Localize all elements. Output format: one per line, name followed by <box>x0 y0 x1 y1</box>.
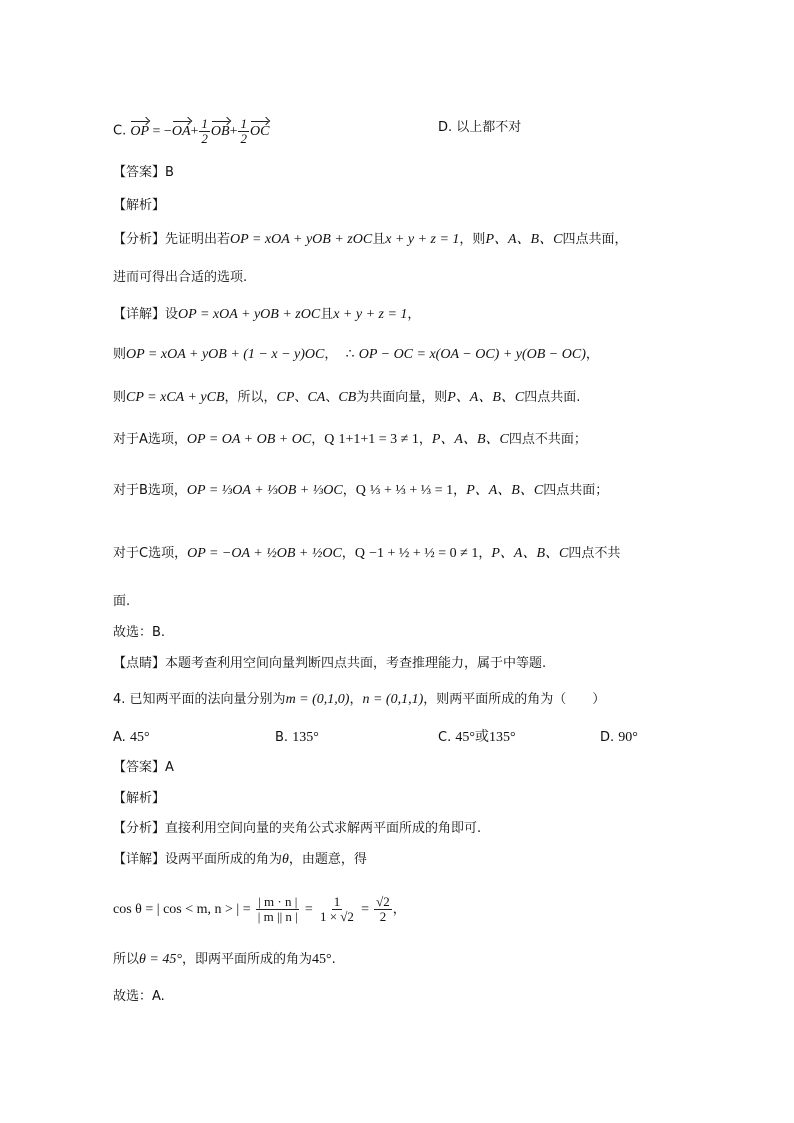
text: ， <box>392 902 406 917</box>
q4-jiexi <box>113 789 165 809</box>
q4-fenxi <box>113 819 481 839</box>
text: 为共面向量，则 <box>356 390 448 405</box>
therefore: ∴ <box>345 347 355 362</box>
text: 故选：A. <box>113 989 165 1004</box>
formula: OP = −OA + ½OB + ½OC <box>187 546 342 561</box>
points: P、A、B、C <box>491 546 569 561</box>
text: 四点共面， <box>562 232 628 247</box>
section-tag: 【分析】 <box>113 821 166 836</box>
fraction <box>256 895 300 924</box>
q4-option-b <box>275 728 319 748</box>
numerator: 1 <box>240 116 247 131</box>
text: ，则两平面所成的角为（ ） <box>423 692 606 707</box>
text: 且 <box>372 232 386 247</box>
points: P、A、B、C <box>485 232 563 247</box>
denominator: 2 <box>240 131 247 146</box>
q3-xiangjie <box>113 305 420 325</box>
vector: CB <box>338 390 357 405</box>
q4-option-c <box>438 728 516 748</box>
separator: 、 <box>294 390 308 405</box>
formula: OP = xOA + yOB + (1 − x − y)OC <box>126 347 325 362</box>
text: . <box>331 952 336 967</box>
text: 对于A选项， <box>113 432 187 447</box>
text: 则 <box>113 390 127 405</box>
points: P、A、B、C <box>447 390 525 405</box>
fraction <box>374 895 392 924</box>
text: 所以 <box>113 952 140 967</box>
q3-select <box>113 623 165 643</box>
denominator: 2 <box>379 909 387 924</box>
answer-value: A <box>165 760 174 775</box>
eq: = <box>361 902 369 917</box>
q4-answer <box>113 758 174 778</box>
formula: CP = xCA + yCB <box>126 390 225 405</box>
points: P、A、B、C <box>431 432 509 447</box>
text: ，所以， <box>224 390 277 405</box>
formula-lhs: cos θ = | cos < m, n > | = <box>113 902 251 917</box>
formula: OP = ⅓OA + ⅓OB + ⅓OC <box>186 483 343 498</box>
q4-option-d <box>600 728 638 748</box>
theta: θ <box>282 852 289 867</box>
text: 已知两平面的法向量分别为 <box>129 692 286 707</box>
eq: = − <box>149 123 172 139</box>
q3-fenxi-l2 <box>113 268 247 288</box>
q3-optB-check <box>113 481 608 501</box>
option-label: B. <box>275 730 289 745</box>
plus: + <box>229 123 238 139</box>
option-label: C. <box>438 730 452 745</box>
q3-optC-check-l2 <box>113 592 130 612</box>
calc: −1 + ½ + ½ = 0 ≠ 1 <box>369 546 479 561</box>
text: 故选：B. <box>113 625 166 640</box>
text: 则 <box>113 347 127 362</box>
formula: θ = 45° <box>139 952 182 967</box>
condition: x + y + z = 1 <box>333 307 408 322</box>
text: ， <box>453 483 467 498</box>
calc: 1+1+1 = 3 ≠ 1 <box>338 432 419 447</box>
numerator: 1 <box>333 894 341 909</box>
vector-ob: OB <box>211 122 230 142</box>
formula: OP = xOA + yOB + zOC <box>178 307 321 322</box>
text: ， <box>418 432 432 447</box>
vector: CA <box>307 390 326 405</box>
q4-select <box>113 987 165 1007</box>
option-value: 45°或135° <box>455 730 516 745</box>
formula: OP = xOA + yOB + zOC <box>230 232 373 247</box>
text: 四点不共面； <box>508 432 587 447</box>
fraction <box>238 117 249 146</box>
text: 设 <box>165 307 179 322</box>
fraction <box>199 117 210 146</box>
text: 且 <box>320 307 334 322</box>
separator: 、 <box>325 390 339 405</box>
fraction <box>318 895 356 924</box>
section-tag: 【分析】 <box>113 232 166 247</box>
text: 设两平面所成的角为 <box>165 852 283 867</box>
text: 先证明出若 <box>165 232 231 247</box>
numerator: | m · n | <box>258 894 298 909</box>
question-number: 4. <box>113 692 126 707</box>
q3-fenxi <box>113 230 627 250</box>
eq: = <box>304 902 313 917</box>
q3-option-c <box>113 117 269 146</box>
text: ，则 <box>459 232 486 247</box>
q3-step2 <box>113 388 580 408</box>
text: ，由题意，得 <box>288 852 367 867</box>
numerator: √2 <box>376 894 390 909</box>
vector-m: m = (0,1,0) <box>285 692 350 707</box>
vector-op: OP <box>130 122 149 142</box>
text: 本题考查利用空间向量判断四点共面，考查推理能力，属于中等题. <box>165 656 547 671</box>
calc: ⅓ + ⅓ + ⅓ = 1 <box>369 483 454 498</box>
option-label: A. <box>113 730 126 745</box>
text: ， <box>341 546 355 561</box>
option-value: 90° <box>618 730 638 745</box>
section-tag: 【详解】 <box>113 852 166 867</box>
text: 四点不共 <box>568 546 621 561</box>
option-label: D. <box>438 120 453 135</box>
answer-tag: 【答案】 <box>113 760 166 775</box>
option-label: C. <box>113 123 127 139</box>
text: 面. <box>113 594 131 609</box>
option-value: 135° <box>292 730 319 745</box>
separator: ， <box>349 692 363 707</box>
option-text: 以上都不对 <box>456 120 522 135</box>
points: P、A、B、C <box>466 483 544 498</box>
text: ， <box>585 347 599 362</box>
condition: x + y + z = 1 <box>385 232 460 247</box>
value: 45° <box>311 952 332 967</box>
text: 直接利用空间向量的夹角公式求解两平面所成的角即可. <box>165 821 482 836</box>
q-symbol: Q <box>355 483 366 498</box>
text: ， <box>478 546 492 561</box>
text: 四点共面； <box>543 483 609 498</box>
q4-stem <box>113 690 605 710</box>
vector-oc: OC <box>250 122 269 142</box>
numerator: 1 <box>201 116 208 131</box>
answer-tag: 【答案】 <box>113 165 166 180</box>
q3-dianjing <box>113 654 546 674</box>
q3-optC-check <box>113 544 620 564</box>
vector-oa: OA <box>172 122 191 142</box>
formula: OP = OA + OB + OC <box>186 432 312 447</box>
q-symbol: Q <box>354 546 365 561</box>
text: 进而可得出合适的选项. <box>113 270 248 285</box>
text: 对于C选项， <box>113 546 188 561</box>
section-tag: 【点睛】 <box>113 656 166 671</box>
section-tag: 【详解】 <box>113 307 166 322</box>
text: ， <box>311 432 325 447</box>
formula <box>130 116 270 146</box>
denominator: | m || n | <box>257 909 298 924</box>
text: 对于B选项， <box>113 483 187 498</box>
denominator: 1 × √2 <box>319 909 354 924</box>
plus: + <box>190 123 199 139</box>
text: ， <box>407 307 421 322</box>
q4-xiangjie <box>113 850 367 870</box>
q3-option-d <box>438 118 521 138</box>
text: ， <box>342 483 356 498</box>
q3-jiexi <box>113 196 165 216</box>
q3-optA-check <box>113 430 587 450</box>
q-symbol: Q <box>324 432 335 447</box>
vector-n: n = (0,1,1) <box>362 692 424 707</box>
q4-result <box>113 950 336 970</box>
denominator: 2 <box>201 131 208 146</box>
q4-option-a <box>113 728 150 748</box>
q4-formula <box>113 890 406 930</box>
section-tag: 【解析】 <box>113 198 166 213</box>
section-tag: 【解析】 <box>113 791 166 806</box>
answer-value: B <box>165 165 174 180</box>
q3-step1 <box>113 345 599 365</box>
q3-answer <box>113 163 174 183</box>
formula: OP − OC = x(OA − OC) + y(OB − OC) <box>358 347 586 362</box>
option-value: 45° <box>129 730 150 745</box>
text: ，即两平面所成的角为 <box>181 952 312 967</box>
text: ， <box>324 347 338 362</box>
text: 四点共面. <box>524 390 581 405</box>
option-label: D. <box>600 730 615 745</box>
vector: CP <box>276 390 295 405</box>
